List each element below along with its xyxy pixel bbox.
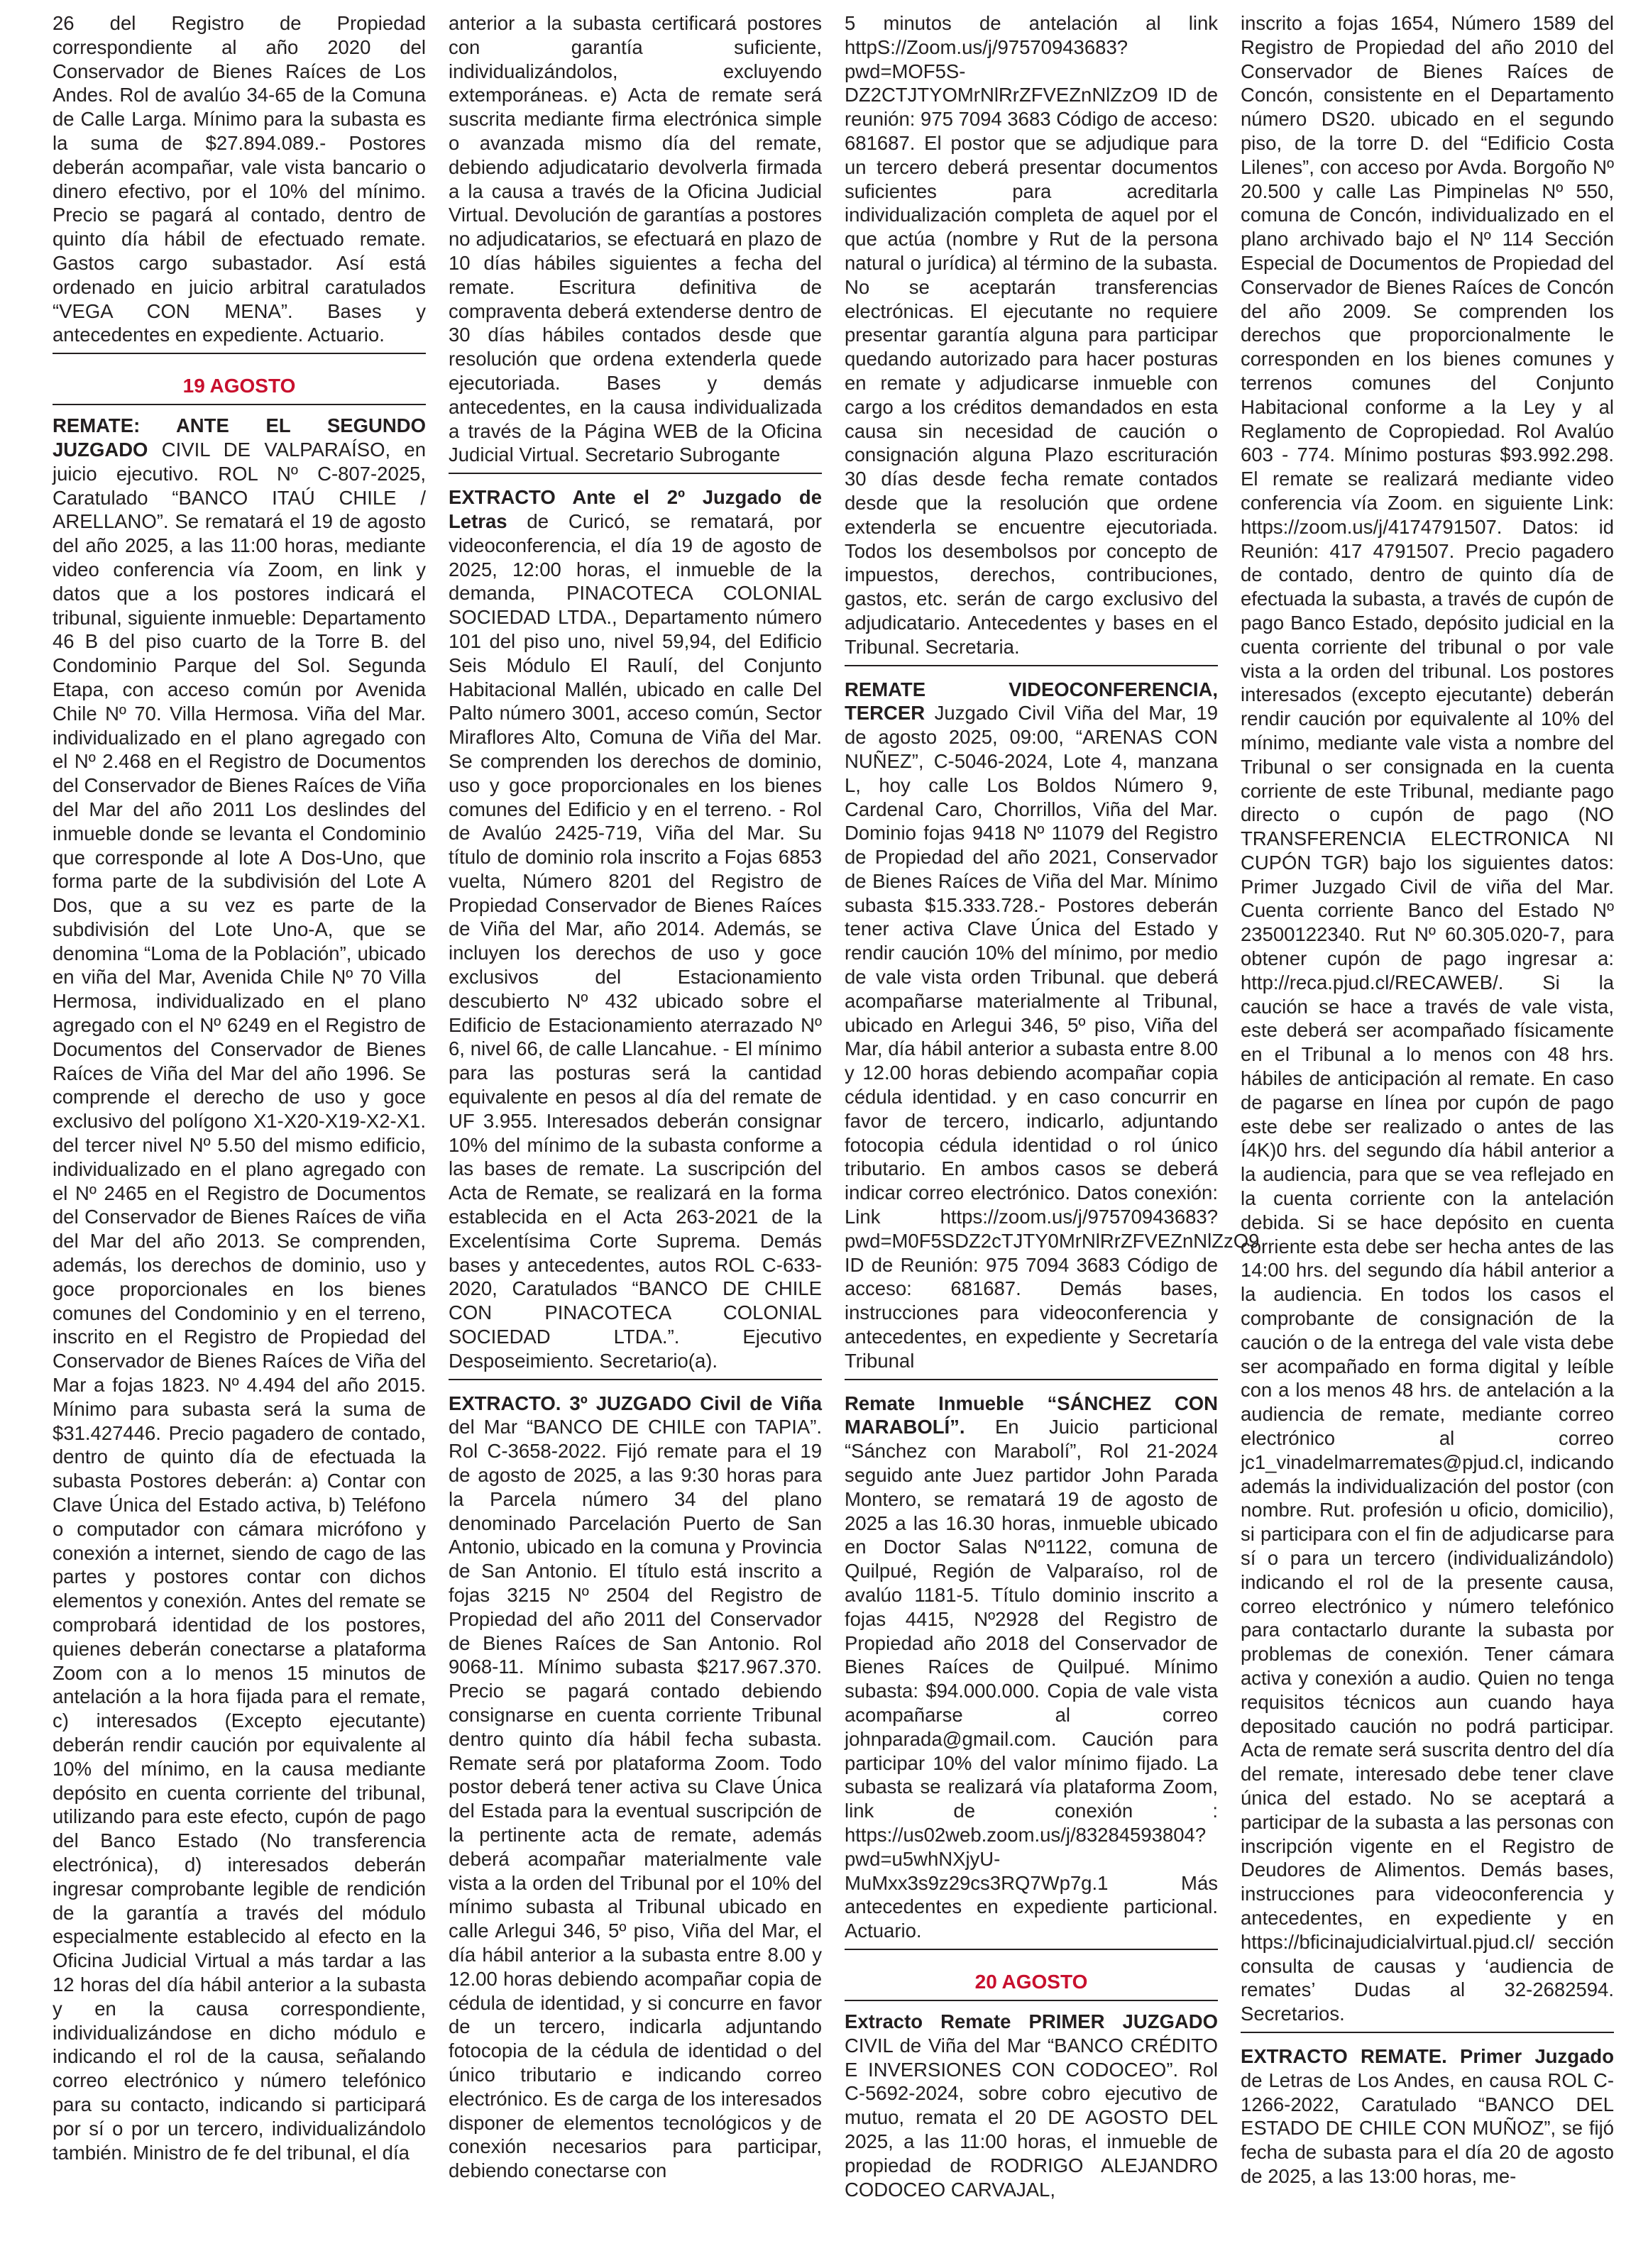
column-2 (449, 11, 822, 2268)
notice-body: de Letras de Los Andes, en causa ROL C-1266-2022, Caratulado “BANCO DEL ESTADO DE CHILE CON MUÑOZ”, se fijó fecha de subasta para el día 20 de agosto de 2025, a las 13:00 horas, me- (1241, 2069, 1614, 2187)
notice-paragraph (53, 414, 426, 2170)
column-4 (1241, 11, 1614, 2268)
date-heading: 19 AGOSTO (53, 365, 426, 405)
notice-lead: EXTRACTO. 3º JUZGADO Civil de Viña (449, 1392, 822, 1414)
notice-body: de Curicó, se rematará, por videoconferencia, el día 19 de agosto de 2025, 12:00 horas, el inmueble de la demanda, PINACOTECA COLONIAL SOCIEDAD LTDA., Departamento número 101 del piso uno, nivel 59,94, del Edificio Seis Módulo El Raulí, del Conjunto Habitacional Mallén, ubicado en calle Del Palto número 3001, acceso común, Sector Miraflores Alto, Comuna de Viña del Mar. Se comprenden los derechos de dominio, uso y goce proporcionales en los bienes comunes del Edificio y en el terreno. - Rol de Avalúo 2425-719, Viña del Mar. Su título de dominio rola inscrito a Fojas 6853 vuelta, Número 8201 del Registro de Propiedad Conservador de Bienes Raíces de Viña del Mar, año 2014. Además, se incluyen los derechos de uso y goce exclusivos del Estacionamiento descubierto Nº 432 ubicado sobre el Edificio de Estacionamiento aterrazado Nº 6, nivel 66, de calle Llancahue. - El mínimo para las posturas será la cantidad equivalente en pesos al día del remate de UF 3.955. Interesados deberán consignar 10% del mínimo de la subasta conforme a las bases de remate. La suscripción del Acta de Remate, se realizará en la forma establecida en el Acta 263-2021 de la Excelentísima Corte Suprema. Demás bases y antecedentes, autos ROL C-633-2020, Caratulados “BANCO DE CHILE CON PINACOTECA COLONIAL SOCIEDAD LTDA.”. Ejecutivo Desposeimiento. Secretario(a). (449, 510, 822, 1372)
notice-paragraph (845, 1392, 1218, 1950)
notice-paragraph (449, 485, 822, 1380)
notice-body: 5 minutos de antelación al link httpS://Zoom.us/j/97570943683?pwd=MOF5S-DZ2CTJTYOMrNlRrZFVEZnNlZzO9 ID de reunión: 975 7094 3683 Código de acceso: 681687. El postor que se adjudique para un tercero deberá presentar documentos suficientes para acreditarla individualización completa de aquel por el que actúa (nombre y Rut de la persona natural o jurídica) al término de la subasta. No se aceptarán transferencias electrónicas. El ejecutante no requiere presentar garantía alguna para participar quedando autorizado para hacer posturas en remate y adjudicarse inmueble con cargo a los créditos demandados en esta causa sin necesidad de caución o consignación alguna Plazo escrituración 30 días desde fecha remate contados desde que la resolución que ordene extenderla se encuentre ejecutoriada. Todos los desembolsos por concepto de impuestos, derechos, contribuciones, gastos, etc. serán de cargo exclusivo del adjudicatario. Antecedentes y bases en el Tribunal. Secretaria. (845, 12, 1218, 658)
notice-body: Juzgado Civil Viña del Mar, 19 de agosto 2025, 09:00, “ARENAS CON NUÑEZ”, C-5046-2024, Lote 4, manzana L, hoy calle Los Boldos Número 9, Cardenal Caro, Chorrillos, Viña del Mar. Dominio fojas 9418 Nº 11079 del Registro de Propiedad del año 2021, Conservador de Bienes Raíces de Viña del Mar. Mínimo subasta $15.333.728.- Postores deberán tener activa Clave Única del Estado y rendir caución 10% del mínimo, por medio de vale vista orden Tribunal. que deberá acompañarse materialmente al Tribunal, ubicado en Arlegui 346, 5º piso, Viña del Mar, día hábil anterior a subasta entre 8.00 y 12.00 horas debiendo acompañar copia cédula identidad. y en caso concurrir en favor de tercero, indicarlo, adjuntando fotocopia cédula identidad o rol único tributario. En ambos casos se deberá indicar correo electrónico. Datos conexión: Link https://zoom.us/j/97570943683?pwd=M0F5SDZ2cTJTY0MrNlRrZFVEZnNlZzO9 ID de Reunión: 975 7094 3683 Código de acceso: 681687. Demás bases, instrucciones para videoconferencia y antecedentes, en expediente y Secretaría Tribunal (845, 702, 1260, 1372)
notice-body: 26 del Registro de Propiedad correspondiente al año 2020 del Conservador de Bienes Raíces de Los Andes. Rol de avalúo 34-65 de la Comuna de Calle Larga. Mínimo para la subasta es la suma de $27.894.089.- Postores deberán acompañar, vale vista bancario o dinero efectivo, por el 10% del mínimo. Precio se pagará al contado, dentro de quinto día hábil de efectuado remate. Gastos cargo subastador. Así está ordenado en juicio arbitral caratulados “VEGA CON MENA”. Bases y antecedentes en expediente. Actuario. (53, 12, 426, 346)
notice-paragraph (845, 678, 1260, 1380)
notice-lead: Remate Inmueble “SÁNCHEZ CON MARABOLÍ”. (845, 1392, 1218, 1438)
notice-paragraph (449, 1392, 822, 2189)
notice-body: inscrito a fojas 1654, Número 1589 del Registro de Propiedad del año 2010 del Conservador de Bienes Raíces de Concón, consistente en el Departamento número DS20. ubicado en el segundo piso, de la torre D. del “Edificio Costa Lilenes”, con acceso por Avda. Borgoño Nº 20.500 y calle Las Pimpinelas Nº 550, comuna de Concón, individualizado en el plano archivado bajo el Nº 114 Sección Especial de Documentos de Propiedad del Conservador de Bienes Raíces de Concón del año 2009. Se comprenden los derechos que proporcionalmente le corresponden en los bienes comunes y terrenos comunes del Conjunto Habitacional conforme a la Ley y al Reglamento de Copropiedad. Rol Avalúo 603 - 774. Mínimo posturas $93.992.298. El remate se realizará mediante video conferencia vía Zoom. en siguiente Link: https://zoom.us/j/4174791507. Datos: id Reunión: 417 4791507. Precio pagadero de contado, dentro de quinto día de efectuada la subasta, a través de cupón de pago Banco Estado, depósito judicial en la cuenta corriente del tribunal o por vale vista a la orden del tribunal. Los postores interesados (excepto ejecutante) deberán rendir caución por equivalente al 10% del mínimo, mediante vale vista a nombre del Tribunal o ser consignada en la cuenta corriente de este Tribunal, mediante pago directo o cupón de pago (NO TRANSFERENCIA ELECTRONICA NI CUPÓN TGR) bajo los siguientes datos: Primer Juzgado Civil de viña del Mar. Cuenta corriente Banco del Estado Nº 23500122340. Rut Nº 60.305.020-7, para obtener cupón de pago ingresar a: http://reca.pjud.cl/RECAWEB/. Si la caución se hace a través de vale vista, este deberá ser acompañado físicamente en el Tribunal a lo menos con 48 hrs. hábiles de anticipación al remate. En caso de pagarse en línea por cupón de pago este debe ser realizado o antes de las Í4K)0 hrs. del segundo día hábil anterior a la audiencia, para que se vea reflejado en la cuenta corriente con la antelación debida. Si se hace depósito en cuenta corriente esta debe ser hecha antes de las 14:00 hrs. del segundo día hábil anterior a la audiencia. En todos los casos el comprobante de consignación de la caución o de la entrega del vale vista debe ser acompañado en forma digital y leíble con a los menos 48 hrs. de antelación a la audiencia de remate, mediante correo electrónico al correo jc1_vinadelmarremates@pjud.cl, indicando además la individualización del postor (con nombre. Rut. profesión u oficio, domicilio), si participara con el fin de adjudicarse para sí o para un tercero (individualizándolo) indicando el rol de la presente causa, correo electrónico y número telefónico para contactarlo durante la subasta por problemas de conexión. Tener cámara activa y conexión a audio. Quien no tenga requisitos técnicos aun cuando haya depositado caución no podrá participar. Acta de remate será suscrita dentro del día del remate, interesado debe tener clave única del estado. No se aceptará a participar de la subasta a las personas con inscripción vigente en el Registro de Deudores de Alimentos. Demás bases, instrucciones para videoconferencia y antecedentes, en expediente y en https://bficinajudicialvirtual.pjud.cl/ sección consulta de causas y ‘audiencia de remates’ Dudas al 32-2682594. Secretarios. (1241, 12, 1614, 2025)
notice-lead: EXTRACTO REMATE. Primer Juzgado (1241, 2044, 1614, 2067)
notice-paragraph (53, 11, 426, 354)
date-heading: 20 AGOSTO (845, 1961, 1218, 2001)
notice-lead: Extracto Remate PRIMER JUZGADO (845, 2010, 1218, 2032)
notice-body: En Juicio particional “Sánchez con Marabolí”, Rol 21-2024 seguido ante Juez partidor John Parada Montero, se rematará 19 de agosto de 2025 a las 16.30 horas, inmueble ubicado en Doctor Salas Nº1122, comuna de Quilpué, Región de Valparaíso, rol de avalúo 1181-5. Título dominio inscrito a fojas 4415, Nº2928 del Registro de Propiedad año 2018 del Conservador de Bienes Raíces de Quilpué. Mínimo subasta: $94.000.000. Copia de vale vista acompañarse al correo johnparada@gmail.com. Caución para participar 10% del valor mínimo fijado. La subasta se realizará vía plataforma Zoom, link de conexión : https://us02web.zoom.us/j/83284593804?pwd=u5whNXjyU-MuMxx3s9z29cs3RQ7Wp7g.1 Más antecedentes en expediente particional. Actuario. (845, 1416, 1218, 1942)
notice-body: CIVIL DE VALPARAÍSO, en juicio ejecutivo. ROL Nº C-807-2025, Caratulado “BANCO ITAÚ CHILE / ARELLANO”. Se rematará el 19 de agosto del año 2025, a las 11:00 horas, mediante video conferencia vía Zoom, en link y datos que a los postores indicará el tribunal, siguiente inmueble: Departamento 46 B del piso cuarto de la Torre B. del Condominio Parque del Sol. Segunda Etapa, con acceso común por Avenida Chile Nº 70. Villa Hermosa. Viña del Mar. individualizado en el plano agregado con el Nº 2.468 en el Registro de Documentos del Conservador de Bienes Raíces de Viña del Mar del año 2011 Los deslindes del inmueble donde se levanta el Condominio que corresponde al lote A Dos-Uno, que forma parte de la subdivisión del Lote A Dos, que a su vez es parte de la subdivisión del Lote Uno-A, que se denomina “Loma de la Población”, ubicado en viña del Mar, Avenida Chile Nº 70 Villa Hermosa, individualizado en el plano agregado con el Nº 6249 en el Registro de Documentos del Conservador de Bienes Raíces de Viña del Mar del año 1996. Se comprende el derecho de uso y goce exclusivo del polígono X1-X20-X19-X2-X1. del tercer nivel Nº 5.50 del mismo edificio, individualizado en el plano agregado con el Nº 2465 en el Registro de Documentos del Conservador de Bienes Raíces de viña del Mar del año 2013. Se comprenden, además, los derechos de dominio, uso y goce proporcionales en los bienes comunes del Condominio y en el terreno, inscrito en el Registro de Propiedad del Conservador de Bienes Raíces de Viña del Mar a fojas 1823. Nº 4.494 del año 2015. Mínimo para subasta será la suma de $31.427446. Precio pagadero de contado, dentro de quinto día de efectuada la subasta Postores deberán: a) Contar con Clave Única del Estado activa, b) Teléfono o computador con cámara micrófono y conexión a internet, siendo de cago de las partes y postores contar con dichos elementos y conexión. Antes del remate se comprobará identidad de los postores, quienes deberán conectarse a plataforma Zoom con a lo menos 15 minutos de antelación a la hora fijada para el remate, c) interesados (Excepto ejecutante) deberán rendir caución por equivalente al 10% del mínimo, en la causa mediante depósito en cuenta corriente del tribunal, utilizando para este efecto, cupón de pago del Banco Estado (No transferencia electrónica), d) interesados deberán ingresar comprobante legible de rendición de la garantía a través del módulo especialmente establecido al efecto en la Oficina Judicial Virtual a más tardar a las 12 horas del día hábil anterior a la subasta y en la causa correspondiente, individualizándose en dicho módulo e indicando el rol de la causa, señalando correo electrónico y número telefónico para su contacto, indicando si participará por sí o por un tercero, individualizándolo también. Ministro de fe del tribunal, el día (53, 438, 426, 2164)
notice-body: CIVIL de Viña del Mar “BANCO CRÉDITO E INVERSIONES CON CODOCEO”. Rol C-5692-2024, sobre cobro ejecutivo de mutuo, remata el 20 DE AGOSTO DEL 2025, a las 11:00 horas, el inmueble de propiedad de RODRIGO ALEJANDRO CODOCEO CARVAJAL, (845, 2034, 1218, 2201)
notice-lead: EXTRACTO Ante el 2º Juzgado de Letras (449, 486, 822, 532)
notice-lead: REMATE VIDEOCONFERENCIA, TERCER (845, 678, 1218, 725)
notice-body: del Mar “BANCO DE CHILE con TAPIA”. Rol C-3658-2022. Fijó remate para el 19 de agosto de 2025, a las 9:30 horas para la Parcela número 34 del plano denominado Parcelación Puerto de San Antonio, ubicado en la comuna y Provincia de San Antonio. El título está inscrito a fojas 3215 Nº 2504 del Registro de Propiedad del año 2011 del Conservador de Bienes Raíces de San Antonio. Rol 9068-11. Mínimo subasta $217.967.370. Precio se pagará contado debiendo consignarse en cuenta corriente Tribunal dentro quinto día hábil fecha subasta. Remate será por plataforma Zoom. Todo postor deberá tener activa su Clave Única del Estada para la eventual suscripción de la pertinente acta de remate, además deberá acompañar materialmente vale vista a la orden del Tribunal por el 10% del mínimo subasta al Tribunal ubicado en calle Arlegui 346, 5º piso, Viña del Mar, el día hábil anterior a la subasta entre 8.00 y 12.00 horas debiendo acompañar copia de cédula de identidad, y si concurre en favor de un tercero, indicarla adjuntando fotocopia de la cédula de identidad o del único tributario e indicando correo electrónico. Es de carga de los interesados disponer de elementos tecnológicos y de conexión necesarios para participar, debiendo conectarse con (449, 1416, 822, 2182)
notice-paragraph (1241, 11, 1614, 2033)
notice-body: anterior a la subasta certificará postores con garantía suficiente, individualizándolos, excluyendo extemporáneas. e) Acta de remate será suscrita mediante firma electrónica simple o avanzada mismo día del remate, debiendo adjudicatario devolverla firmada a la causa a través de la Oficina Judicial Virtual. Devolución de garantías a postores no adjudicatarios, se efectuará en plazo de 10 días hábiles siguientes a fecha del remate. Escritura definitiva de compraventa deberá extenderse dentro de 30 días hábiles contados desde que resolución que ordena extenderla quede ejecutoriada. Bases y demás antecedentes, en la causa individualizada a través de la Página WEB de la Oficina Judicial Virtual. Secretario Subrogante (449, 12, 822, 466)
column-3 (845, 11, 1260, 2268)
notice-paragraph (449, 11, 822, 474)
notice-lead: REMATE: ANTE EL SEGUNDO JUZGADO (53, 414, 426, 461)
notice-paragraph (845, 2010, 1218, 2207)
text-columns (53, 11, 1614, 2268)
notice-paragraph (845, 11, 1218, 666)
notice-paragraph (1241, 2044, 1614, 2194)
column-1 (53, 11, 426, 2268)
